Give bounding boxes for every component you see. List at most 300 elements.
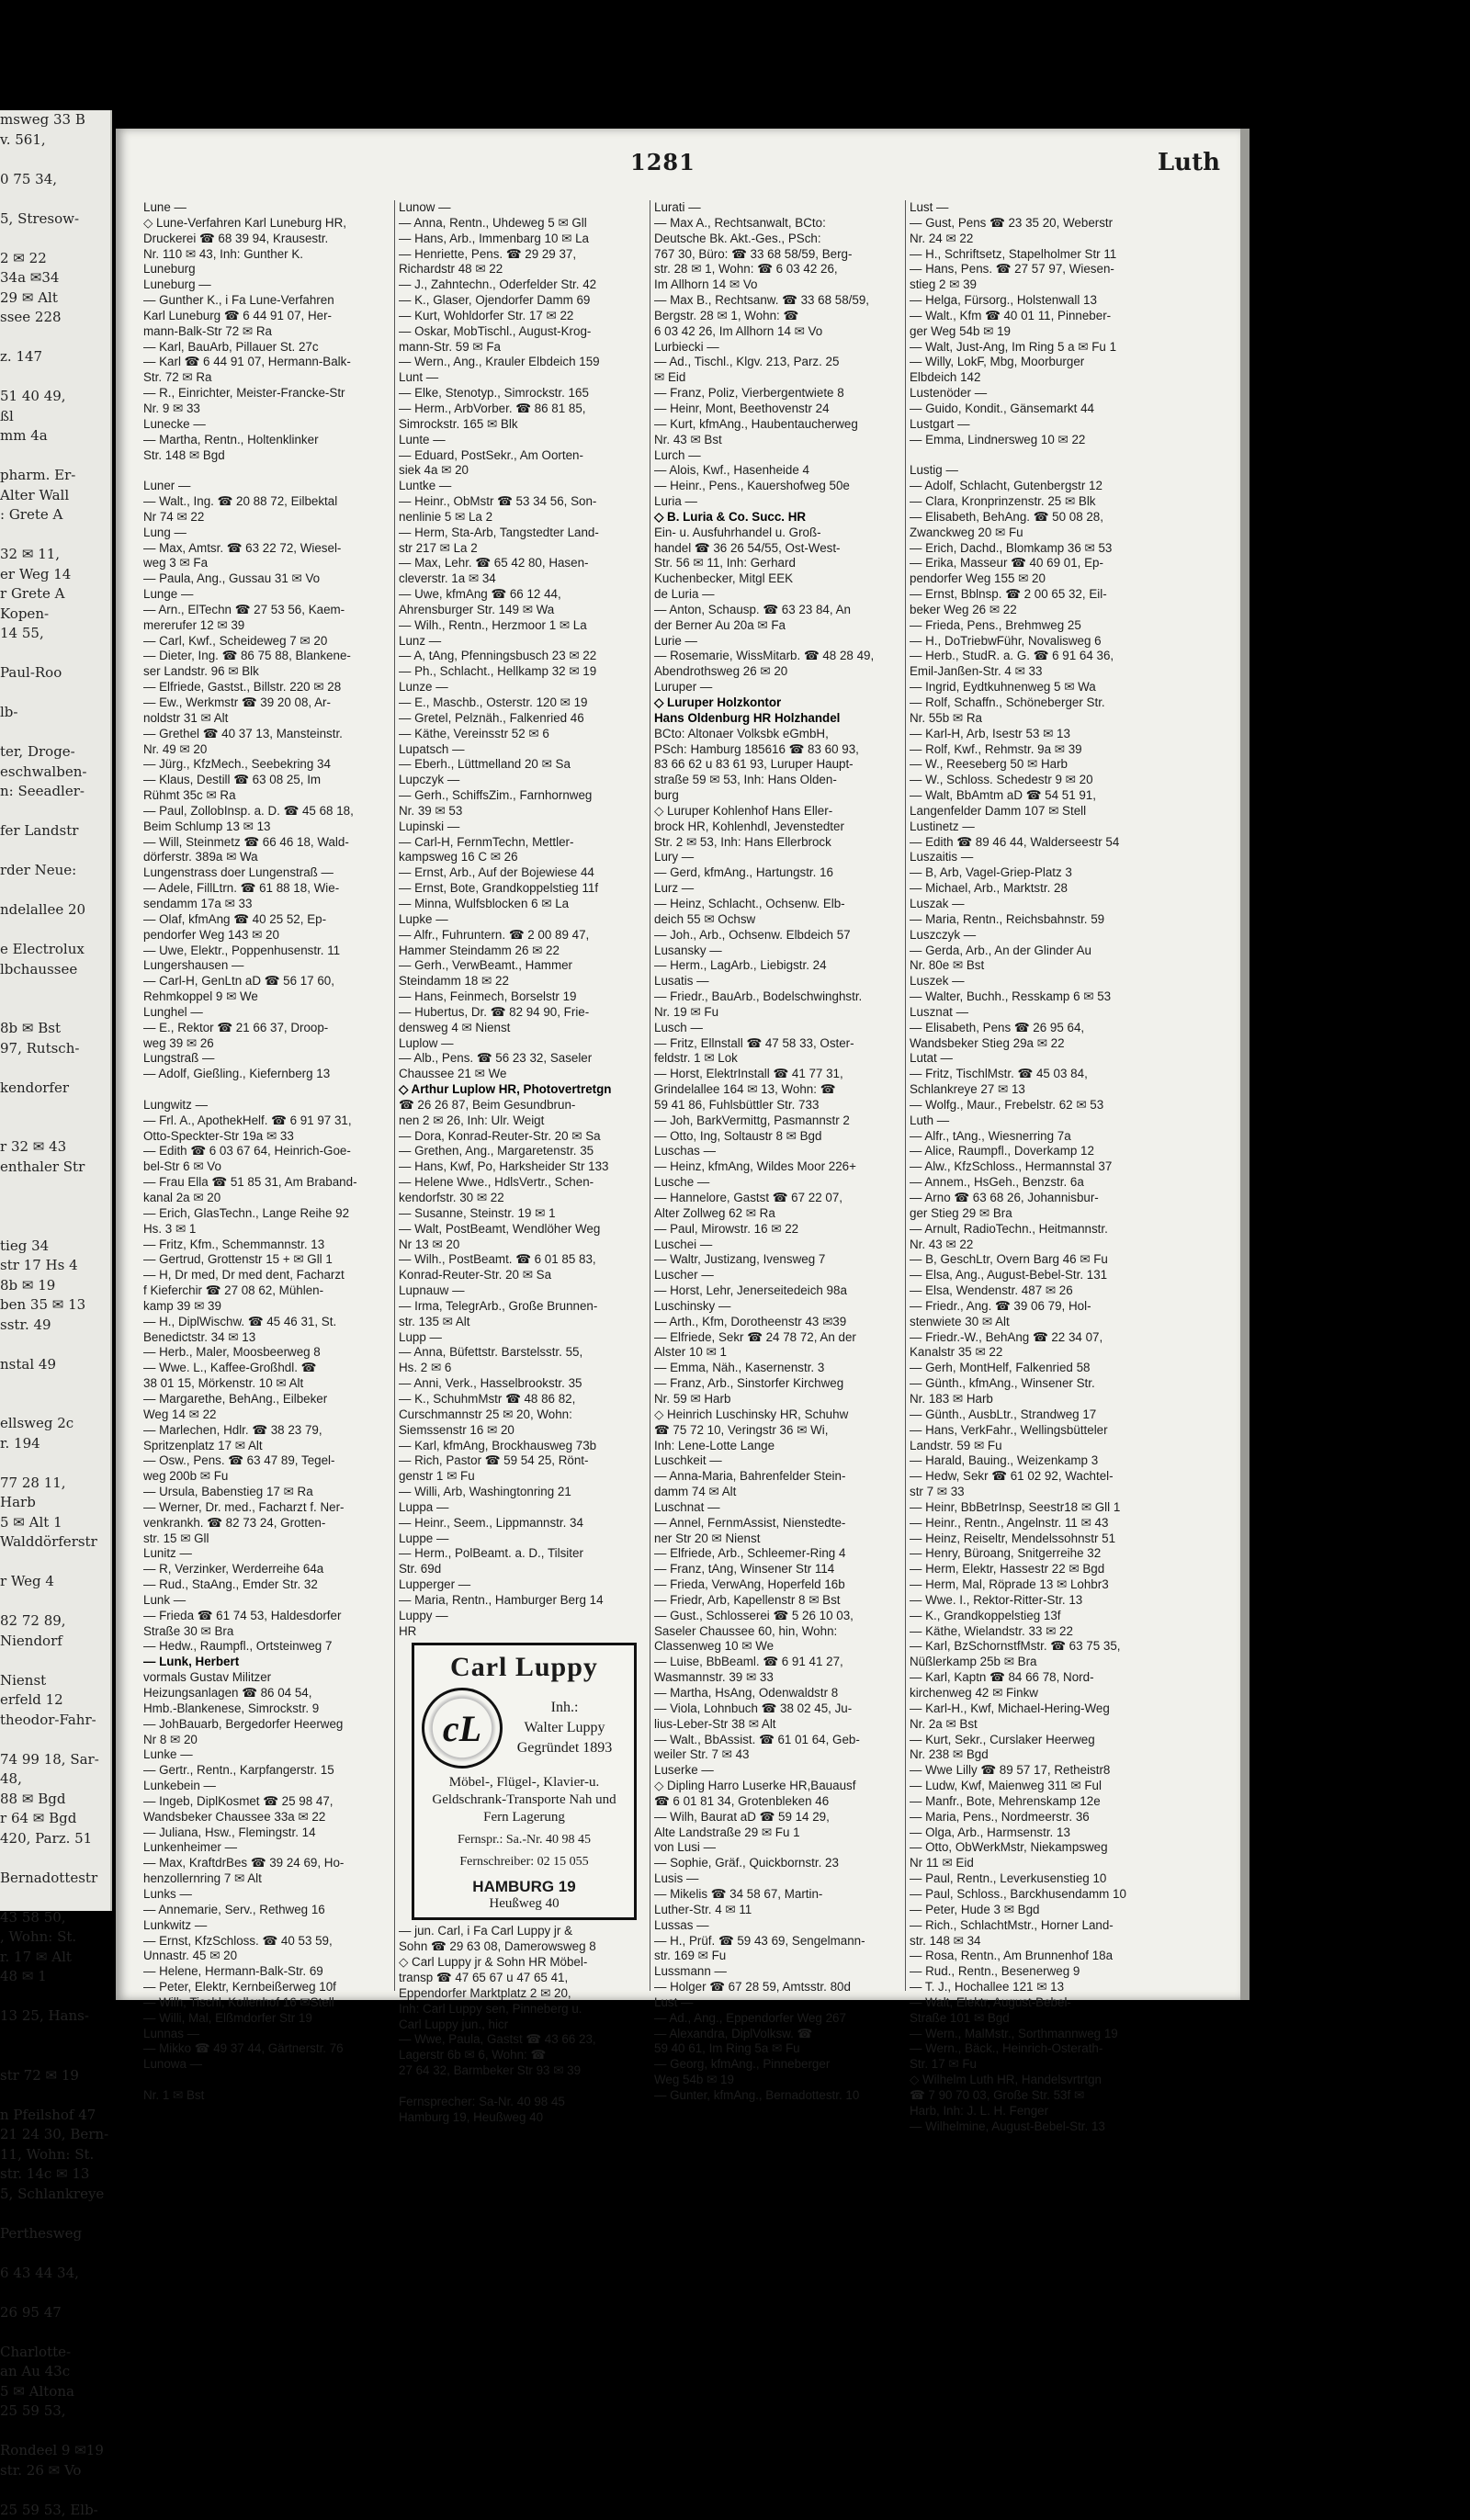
ad-city: HAMBURG 19 [422,1878,627,1896]
entry-line: — Walt., BbAssist. ☎ 61 01 64, Geb- [654,1733,898,1748]
entry-line: Lupp — [399,1330,642,1346]
entry-line: Nr. 39 ✉ 53 [399,804,642,819]
ad-title: Carl Luppy [422,1651,627,1684]
entry-line: Nr. 43 ✉ 22 [910,1237,1154,1253]
entry-line: — Hans, Pens. ☎ 27 57 97, Wiesen- [910,262,1154,277]
left-page-line: Nienst [0,1671,110,1691]
entry-line: — Oskar, MobTischl., August-Krog- [399,324,642,340]
entry-line: — Luppy, Walter, i. Fa. Carl Luppy, [399,2079,642,2095]
entry-line: — Ernst, Bblnsp. ☎ 2 00 65 32, Eil- [910,587,1154,603]
left-page-line: 25 59 53, Elb- [0,2501,110,2520]
entry-line: lius-Leber-Str 38 ✉ Alt [654,1717,898,1733]
left-page-line [0,2046,110,2066]
entry-line: — Wilh, Baurat aD ☎ 59 14 29, [654,1810,898,1825]
entry-line: — Walt., Kfm ☎ 40 01 11, Pinneber- [910,309,1154,324]
entry-line: Nr. 183 ✉ Harb [910,1392,1154,1407]
entry-line: Lusznat — [910,1005,1154,1021]
left-page-line: v. 561, [0,130,110,151]
entry-line: str. 169 ✉ Fu [654,1949,898,1964]
entry-line: — Herm., LagArb., Liebigstr. 24 [654,958,898,974]
entry-line: — W., Schloss. Schedestr 9 ✉ 20 [910,773,1154,788]
entry-line: — Fritz, Kfm., Schemmannstr. 13 [143,1237,387,1253]
entry-line: — Alexandra, DiplVolksw. ☎ [654,2027,898,2042]
left-page-line [0,842,110,862]
entry-line: Hamburg 19, Heußweg 40 [399,2110,642,2126]
left-page-line: ellsweg 2c [0,1414,110,1434]
entry-line: — Werner, Dr. med., Facharzt f. Ner- [143,1500,387,1516]
entry-line: — Holger ☎ 67 28 59, Amtsstr. 80d [654,1980,898,1995]
entry-line: — Maria, Rentn., Hamburger Berg 14 [399,1593,642,1609]
entry-line: — Carl-H, GenLtn aD ☎ 56 17 60, [143,974,387,989]
entry-line: Luszek — [910,974,1154,989]
left-page-line: Walddörferstr [0,1532,110,1553]
entry-line: str 7 ✉ 33 [910,1485,1154,1500]
entry-line: vormals Gustav Militzer [143,1670,387,1686]
entry-line: mann-Balk-Str 72 ✉ Ra [143,324,387,340]
left-page-line: 14 55, [0,624,110,644]
entry-line: — Grethel ☎ 40 37 13, Mansteinstr. [143,727,387,742]
entry-line: Rehmkoppel 9 ✉ We [143,989,387,1005]
left-page-line: 97, Rutsch- [0,1039,110,1059]
entry-line: — Ad., Tischl., Klgv. 213, Parz. 25 [654,355,898,370]
entry-line: kirchenweg 42 ✉ Finkw [910,1686,1154,1701]
entry-line: — Willi, Mal, Elßmdorfer Str 19 [143,2011,387,2027]
directory-page [116,129,1240,2000]
entry-line: — Edith ☎ 6 03 67 64, Heinrich-Goe- [143,1144,387,1159]
entry-line: Alster 10 ✉ 1 [654,1345,898,1361]
left-page-line [0,1118,110,1138]
left-page-line: 88 ✉ Bgd [0,1790,110,1810]
entry-line: — H., Prüf. ☎ 59 43 69, Sengelmann- [654,1934,898,1949]
entry-line: Luria — [654,494,898,510]
left-page-line [0,979,110,1000]
entry-line: Grindelallee 164 ✉ 13, Wohn: ☎ [654,1082,898,1098]
entry-line: — Gretel, Pelznäh., Falkenried 46 [399,711,642,727]
entry-line: — Georg, kfmAng., Pinneberger [654,2057,898,2073]
entry-line: — Käthe, Vereinsstr 52 ✉ 6 [399,727,642,742]
entry-line: — Irma, TelegrArb., Große Brunnen- [399,1299,642,1315]
entry-line: — Olga, Arb., Harmsenstr. 13 [910,1825,1154,1841]
entry-line: Luschei — [654,1237,898,1253]
entry-line: mann-Str. 59 ✉ Fa [399,340,642,356]
entry-line: Wandsbeker Stieg 29a ✉ 22 [910,1036,1154,1052]
entry-line: — Rud., StaAng., Emder Str. 32 [143,1577,387,1593]
entry-line: — E., Maschb., Osterstr. 120 ✉ 19 [399,695,642,711]
entry-line: — Viola, Lohnbuch ☎ 38 02 45, Ju- [654,1701,898,1717]
left-page-line: 6 43 44 34, [0,2264,110,2284]
entry-line: Lupatsch — [399,742,642,758]
column-3 [650,200,906,1991]
left-page-line [0,446,110,467]
entry-line: Luszak — [910,897,1154,912]
left-page-line [0,2283,110,2303]
entry-line: — Friedr.-W., BehAng ☎ 22 34 07, [910,1330,1154,1346]
left-page-line [0,1651,110,1671]
entry-line: Luth — [910,1113,1154,1129]
left-page-line: ssee 228 [0,308,110,328]
entry-line: str. 148 ✉ 34 [910,1934,1154,1949]
entry-line: — Clara, Kronprinzenstr. 25 ✉ Blk [910,494,1154,510]
entry-line: Lusis — [654,1871,898,1887]
entry-line: — Waltr, Justizang, Ivensweg 7 [654,1252,898,1268]
left-page-line: Alter Wall [0,486,110,506]
entry-line: Str. 2 ✉ 53, Inh: Hans Ellerbrock [654,835,898,851]
entry-line: — Günth., kfmAng., Winsener Str. [910,1376,1154,1392]
entry-line: — Martha, HsAng, Odenwaldstr 8 [654,1686,898,1701]
left-page-line: er Weg 14 [0,565,110,585]
entry-line: Lustenöder — [910,386,1154,401]
left-page-line [0,229,110,249]
entry-line: Lunke — [143,1747,387,1763]
entry-line: — Walt., Ing. ☎ 20 88 72, Eilbektal [143,494,387,510]
left-page-line: ndelallee 20 [0,900,110,921]
entry-line: Nüßlerkamp 25b ✉ Bra [910,1655,1154,1670]
entry-line: — Anna, Büfettstr. Barstelsstr. 55, [399,1345,642,1361]
entry-line: Classenweg 10 ✉ We [654,1639,898,1655]
entry-line: — Karl-H., Kwf, Michael-Hering-Weg [910,1701,1154,1717]
entry-line: — Frieda, VerwAng, Hoperfeld 16b [654,1577,898,1593]
entry-line: ☎ 75 72 10, Veringstr 36 ✉ Wi, [654,1423,898,1439]
entry-line: — Joh, BarkVermittg, Pasmannstr 2 [654,1113,898,1129]
entry-line: Lussas — [654,1918,898,1934]
left-page-line: 43 58 50, [0,1908,110,1928]
entry-line: Lustgart — [910,417,1154,433]
left-page-line [0,1058,110,1079]
left-page-line [0,684,110,704]
entry-line: — Rosa, Rentn., Am Brunnenhof 18a [910,1949,1154,1964]
entry-line: ner Str 20 ✉ Nienst [654,1531,898,1547]
entry-line: — Ew., Werkmstr ☎ 39 20 08, Ar- [143,695,387,711]
entry-line: Lunitz — [143,1546,387,1562]
entry-line: — Frl. A., ApothekHelf. ☎ 6 91 97 31, [143,1113,387,1129]
entry-line: — Carl, Kwf., Scheideweg 7 ✉ 20 [143,634,387,650]
entry-line: — Karl, Kaptn ☎ 84 66 78, Nord- [910,1670,1154,1686]
left-page-line: Rondeel 9 ✉19 [0,2441,110,2461]
left-page-line: 77 28 11, [0,1474,110,1494]
entry-line: Luschkeit — [654,1453,898,1469]
entry-line: — Peter, Elektr, Kernbeißerweg 10f [143,1980,387,1995]
entry-line: Luppa — [399,1500,642,1516]
entry-line: Ahrensburger Str. 149 ✉ Wa [399,603,642,618]
entry-line: Lupnauw — [399,1283,642,1299]
left-page-line: fer Landstr [0,821,110,842]
entry-line: deich 55 ✉ Ochsw [654,912,898,928]
entry-line: — Herm., PolBeamt. a. D., Tilsiter [399,1546,642,1562]
left-page-line [0,367,110,388]
entry-line: Lune — [143,200,387,216]
entry-line: — Wern., Bäck., Heinrich-Osterath- [910,2041,1154,2057]
entry-line: Luther-Str. 4 ✉ 11 [654,1903,898,1918]
page-edge [1240,129,1250,2000]
entry-line: Lunkenheimer — [143,1840,387,1856]
entry-line: Lunghel — [143,1005,387,1021]
entry-line: Nr. 55b ✉ Ra [910,711,1154,727]
entry-line: Elbdeich 142 [910,370,1154,386]
entry-line: genstr 1 ✉ Fu [399,1469,642,1485]
entry-line: Nr. 2a ✉ Bst [910,1717,1154,1733]
left-page-line [0,1177,110,1197]
left-page-line: : Grete A [0,505,110,525]
entry-line: Lury — [654,850,898,865]
entry-line: Luplow — [399,1036,642,1052]
entry-line: Str. 17 ✉ Fu [910,2057,1154,2073]
entry-line: Lungenstrass doer Lungenstraß — [143,865,387,881]
entry-line: — Erich, Dachd., Blomkamp 36 ✉ 53 [910,541,1154,557]
left-page-line [0,1395,110,1415]
entry-line: sendamm 17a ✉ 33 [143,897,387,912]
entry-line: venkrankh. ☎ 82 73 24, Grotten- [143,1516,387,1531]
entry-line: — Heinr., Pens., Kauershofweg 50e [654,479,898,494]
entry-line: — Rosemarie, WissMitarb. ☎ 48 28 49, [654,649,898,664]
entry-line: — K., Grandkoppelstieg 13f [910,1609,1154,1624]
entry-line: — Dora, Konrad-Reuter-Str. 20 ✉ Sa [399,1129,642,1145]
left-page-line: lbchaussee [0,960,110,980]
left-page-line: r. 194 [0,1434,110,1454]
entry-line: — Gust, Pens ☎ 23 35 20, Weberstr [910,216,1154,232]
entry-line: Nr. 9 ✉ 33 [143,401,387,417]
left-page-line [0,1453,110,1474]
entry-line: Nr. 1 ✉ Bst [143,2088,387,2104]
entry-line: — Annemarie, Serv., Rethweg 16 [143,1903,387,1918]
entry-line: Hs. 3 ✉ 1 [143,1222,387,1237]
entry-line: ◇ Wilhelm Luth HR, Handelsvrtrtgn [910,2073,1154,2088]
entry-line: Str. 72 ✉ Ra [143,370,387,386]
entry-line: — Heinz, Schlacht., Ochsenw. Elb- [654,897,898,912]
entry-line: — Rolf, Schaffn., Schöneberger Str. [910,695,1154,711]
entry-line: Lupinski — [399,819,642,835]
entry-line: — Friedr, Arb, Kapellenstr 8 ✉ Bst [654,1593,898,1609]
entry-line: stieg 2 ✉ 39 [910,277,1154,293]
entry-line: Wasmannstr. 39 ✉ 33 [654,1670,898,1686]
left-page-line: r 32 ✉ 43 [0,1137,110,1158]
entry-line: brock HR, Kohlenhdl, Jevenstedter [654,819,898,835]
entry-line: kendorfstr. 30 ✉ 22 [399,1191,642,1206]
entry-line: ☎ 6 01 81 34, Grotenbleken 46 [654,1794,898,1810]
left-page-line: 5, Schlankreye [0,2185,110,2205]
left-page-line: 8b ✉ 19 [0,1276,110,1296]
entry-line: Steindamm 18 ✉ 22 [399,974,642,989]
entry-line: — E., Rektor ☎ 21 66 37, Droop- [143,1021,387,1036]
entry-line: Harb, Inh: J. L. H. Fenger [910,2104,1154,2119]
ad-owner: Inh.: Walter Luppy Gegründet 1893 [503,1698,627,1758]
left-page-line [0,2085,110,2106]
entry-line: nen 2 ✉ 26, Inh: Ulr. Weigt [399,1113,642,1129]
ad-services: Möbel-, Flügel-, Klavier-u. Geldschrank-Transporte Nah und Fern Lagerung [422,1774,627,1826]
entry-line: Lunkebein — [143,1779,387,1794]
entry-line: — Martha, Rentn., Holtenklinker [143,433,387,448]
entry-line: 59 41 86, Fuhlsbüttler Str. 733 [654,1098,898,1113]
entry-line: — jun. Carl, i Fa Carl Luppy jr & [399,1924,642,1939]
entry-line: — Margarethe, BehAng., Eilbeker [143,1392,387,1407]
entry-line: — Max A., Rechtsanwalt, BCto: [654,216,898,232]
entry-line: handel ☎ 36 26 54/55, Ost-West- [654,541,898,557]
entry-line: kampsweg 16 C ✉ 26 [399,850,642,865]
entry-line: BCto: Altonaer Volksbk eGmbH, [654,727,898,742]
entry-line: — Guido, Kondit., Gänsemarkt 44 [910,401,1154,417]
entry-line: Lunte — [399,433,642,448]
entry-line: — Gunther K., i Fa Lune-Verfahren [143,293,387,309]
entry-line: — Erika, Masseur ☎ 40 69 01, Ep- [910,556,1154,571]
entry-line: Abendrothsweg 26 ✉ 20 [654,664,898,680]
entry-line: — W., Reeseberg 50 ✉ Harb [910,757,1154,773]
entry-line: — Gerh., SchiffsZim., Farnhornweg [399,788,642,804]
entry-line: — Elsa, Wendenstr. 487 ✉ 26 [910,1283,1154,1299]
left-page-line: sstr. 49 [0,1316,110,1336]
entry-line: Str. 56 ✉ 11, Inh: Gerhard [654,556,898,571]
entry-line: Lunkwitz — [143,1918,387,1934]
entry-line: ger Stieg 29 ✉ Bra [910,1206,1154,1222]
entry-line: Luszczyk — [910,928,1154,944]
left-page-line: an Au 43c [0,2362,110,2382]
entry-line: de Luria — [654,587,898,603]
left-page-line: r 64 ✉ Bgd [0,1809,110,1829]
left-page-line [0,2204,110,2224]
left-page-line: 29 ✉ Alt [0,288,110,309]
entry-line: — Hans, Feinmech, Borselstr 19 [399,989,642,1005]
entry-line: — Hans, Kwf, Po, Harksheider Str 133 [399,1159,642,1175]
entry-line: dörferstr. 389a ✉ Wa [143,850,387,865]
entry-line: pendorfer Weg 155 ✉ 20 [910,571,1154,587]
entry-line: — Walt, PostBeamt, Wendlöher Weg [399,1222,642,1237]
entry-line: — Gertrud, Grottenstr 15 + ✉ Gll 1 [143,1252,387,1268]
entry-line: — Ernst, Arb., Auf der Bojewiese 44 [399,865,642,881]
entry-line: bel-Str 6 ✉ Vo [143,1159,387,1175]
entry-line: kamp 39 ✉ 39 [143,1299,387,1315]
left-page-line: z. 147 [0,347,110,367]
entry-line: — Elfriede, Sekr ☎ 24 78 72, An der [654,1330,898,1346]
entry-line: Luntke — [399,479,642,494]
entry-line: Rühmt 35c ✉ Ra [143,788,387,804]
entry-line: — Wilh., PostBeamt. ☎ 6 01 85 83, [399,1252,642,1268]
entry-line: — Sophie, Gräf., Quickbornstr. 23 [654,1856,898,1871]
left-page-line: 5, Stresow- [0,209,110,230]
entry-line: — Franz, Arb., Sinstorfer Kirchweg [654,1376,898,1392]
entry-line: — R., Einrichter, Meister-Francke-Str [143,386,387,401]
entry-line: — H., DiplWischw. ☎ 45 46 31, St. [143,1315,387,1330]
entry-line: — Adolf, Schlacht, Gutenbergstr 12 [910,479,1154,494]
left-page-line: tieg 34 [0,1237,110,1257]
left-page-line [0,1553,110,1573]
entry-line: str. 15 ✉ Gll [143,1531,387,1547]
entry-line: Weg 54b ✉ 19 [654,2073,898,2088]
left-page-line: 32 ✉ 11, [0,545,110,565]
left-page-line: 82 72 89, [0,1611,110,1632]
entry-line: — Emma, Näh., Kasernenstr. 3 [654,1361,898,1376]
entry-line: Karl Luneburg ☎ 6 44 91 07, Her- [143,309,387,324]
left-page-line: ter, Droge- [0,742,110,763]
entry-line: Nr. 24 ✉ 22 [910,232,1154,247]
entry-line: — Helene Wwe., HdlsVertr., Schen- [399,1175,642,1191]
entry-line: — Manfr., Bote, Mehrenskamp 12e [910,1794,1154,1810]
left-page-line: Bernadottestr [0,1869,110,1889]
entry-line: — Herm, Mal, Röprade 13 ✉ Lohbr3 [910,1577,1154,1593]
entry-line [910,448,1154,464]
entry-line: Lurch — [654,448,898,464]
left-page-line: 420, Parz. 51 [0,1829,110,1849]
entry-line: Nr. 238 ✉ Bgd [910,1747,1154,1763]
entry-line: — Hedw., Raumpfl., Ortsteinweg 7 [143,1639,387,1655]
entry-line: Luppe — [399,1531,642,1547]
entry-line: — Karl, BauArb, Pillauer St. 27c [143,340,387,356]
entry-line: — Annel, FernmAssist, Nienstedte- [654,1516,898,1531]
entry-line: — Adolf, Gießling., Kiefernberg 13 [143,1067,387,1082]
entry-line: ◇ Luruper Holzkontor [654,695,898,711]
entry-line: Lunow — [399,200,642,216]
entry-line: — Fritz, Ellnstall ☎ 47 58 33, Oster- [654,1036,898,1052]
left-page-line: Paul-Roo [0,663,110,684]
entry-line: — Emma, Lindnersweg 10 ✉ 22 [910,433,1154,448]
entry-line: Lagerstr 6b ✉ 6, Wohn: ☎ [399,2048,642,2063]
entry-line: — Ph., Schlacht., Hellkamp 32 ✉ 19 [399,664,642,680]
entry-line: — Henry, Büroang, Snitgerreihe 32 [910,1546,1154,1562]
ad-street: Heußweg 40 [422,1896,627,1912]
entry-line: damm 74 ✉ Alt [654,1485,898,1500]
entry-line: Lussmann — [654,1964,898,1980]
entry-line: — Kurt, Wohldorfer Str. 17 ✉ 22 [399,309,642,324]
page-header [116,149,1240,182]
entry-line: — Harald, Bauing., Weizenkamp 3 [910,1453,1154,1469]
entry-line: Carl Luppy jun., hicr [399,2017,642,2033]
left-page-line: 5 ✉ Altona [0,2382,110,2402]
entry-line: — H., Schriftsetz, Stapelholmer Str 11 [910,247,1154,263]
entry-line: — Herb., Maler, Moosbeerweg 8 [143,1345,387,1361]
entry-line: Luscher — [654,1268,898,1283]
entry-line: Nr. 19 ✉ Fu [654,1005,898,1021]
left-page-line: 0 75 34, [0,170,110,190]
entry-line: — Heinr, Mont, Beethovenstr 24 [654,401,898,417]
entry-line: ◇ Heinrich Luschinsky HR, Schuhw [654,1407,898,1423]
entry-line: — Peter, Hude 3 ✉ Bgd [910,1903,1154,1918]
left-page-line: 51 40 49, [0,387,110,407]
entry-line: Lunowa — [143,2057,387,2073]
entry-line: ◇ Dipling Harro Luserke HR,Bauausf [654,1779,898,1794]
left-page-line: 48 ✉ 1 [0,1967,110,1987]
entry-line: — Franz, Poliz, Vierbergentwiete 8 [654,386,898,401]
entry-line: — Alfr., tAng., Wiesnerring 7a [910,1129,1154,1145]
entry-line: Deutsche Bk. Akt.-Ges., PSch: [654,232,898,247]
left-page-line [0,1000,110,1020]
left-page-line [0,644,110,664]
left-page-line [0,1987,110,2007]
entry-line: Langenfelder Damm 107 ✉ Stell [910,804,1154,819]
entry-line: — Herm, Sta-Arb, Tangstedter Land- [399,525,642,541]
left-page-line: rder Neue: [0,861,110,881]
left-page-line: n: Seeadler- [0,782,110,802]
entry-line: 767 30, Büro: ☎ 33 68 58/59, Berg- [654,247,898,263]
entry-line [143,1082,387,1098]
entry-line: — Günth., AusbLtr., Strandweg 17 [910,1407,1154,1423]
entry-line: Nr 13 ✉ 20 [399,1237,642,1253]
entry-line: Hmb.-Blankenese, Simrockstr. 9 [143,1701,387,1717]
entry-line: — Henriette, Pens. ☎ 29 29 37, [399,247,642,263]
entry-line: straße 59 ✉ 53, Inh: Hans Olden- [654,773,898,788]
entry-line: — Wwe, Paula, Gastst ☎ 43 66 23, [399,2032,642,2048]
entry-line: pendorfer Weg 143 ✉ 20 [143,928,387,944]
entry-line: Emil-Janßen-Str. 4 ✉ 33 [910,664,1154,680]
entry-line: — Elsa, Ang., August-Bebel-Str. 131 [910,1268,1154,1283]
entry-line: Schlankreye 27 ✉ 13 [910,1082,1154,1098]
entry-line: — Ursula, Babenstieg 17 ✉ Ra [143,1485,387,1500]
entry-line: — Ad., Ang., Eppendorfer Weg 267 [654,2011,898,2027]
entry-line: — Otto, ObWerkMstr, Niekampsweg [910,1840,1154,1856]
left-page-line [0,1848,110,1869]
left-page-line: e Electrolux [0,940,110,960]
left-page-line: mm 4a [0,426,110,446]
entry-line: Alter Zollweg 62 ✉ Ra [654,1206,898,1222]
entry-line: Lupczyk — [399,773,642,788]
entry-line: — Hans, VerkFahr., Wellingsbütteler [910,1423,1154,1439]
entry-line: — Gerda, Arb., An der Glinder Au [910,944,1154,959]
